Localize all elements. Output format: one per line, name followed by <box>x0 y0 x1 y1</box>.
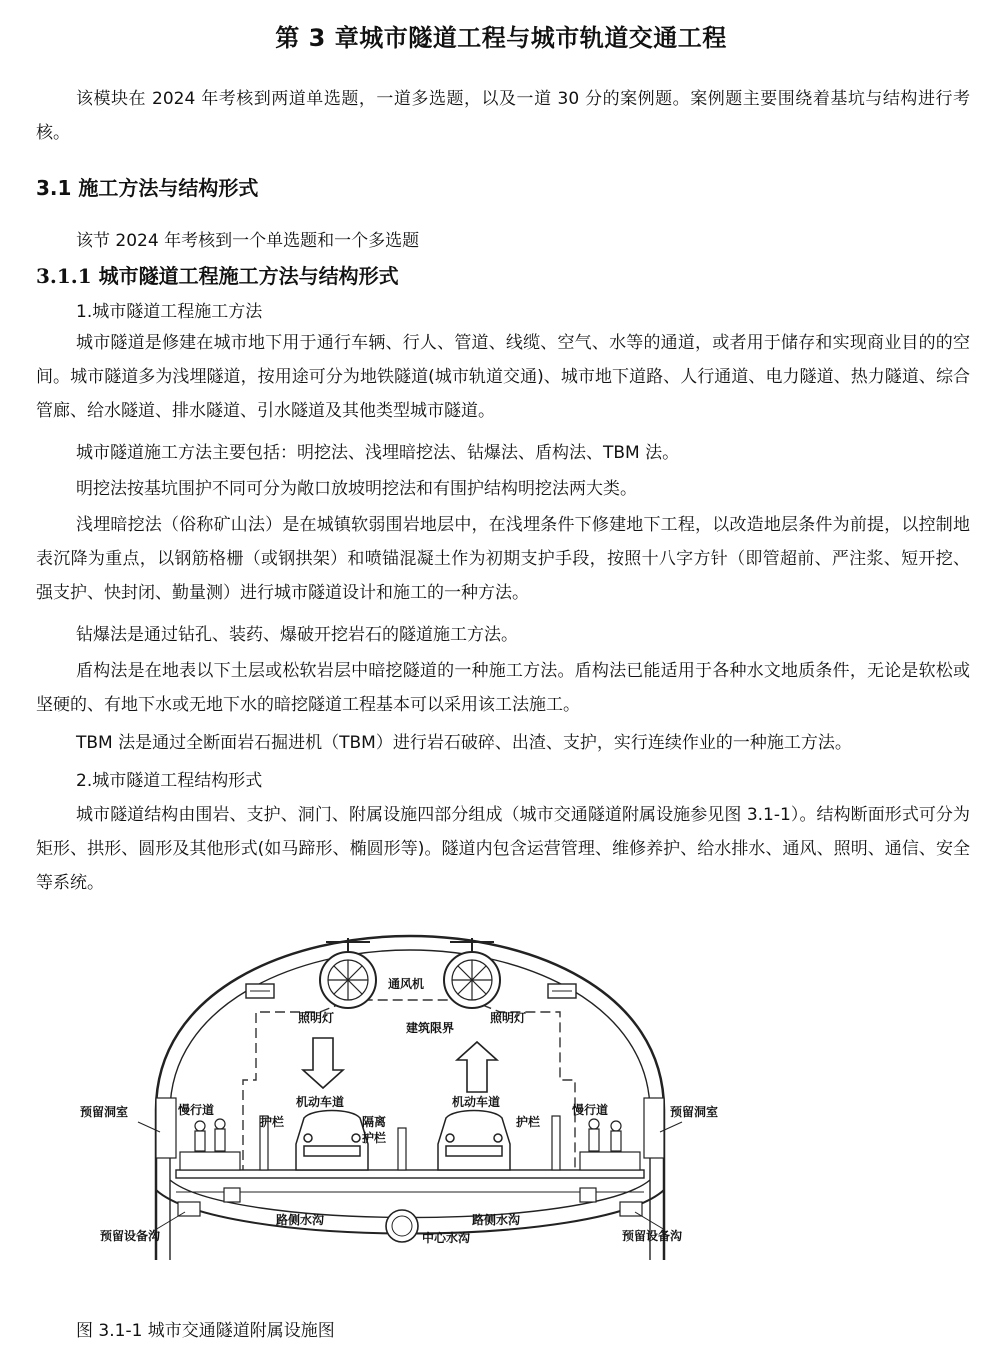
label-lane-right: 机动车道 <box>452 1095 501 1109</box>
tunnel-facilities-figure <box>60 930 760 1270</box>
label-trench-left: 预留设备沟 <box>100 1229 161 1243</box>
subheading-structure-forms: 2.城市隧道工程结构形式 <box>76 771 263 791</box>
center-drain-icon <box>386 1210 418 1242</box>
section-heading-3-1: 3.1 施工方法与结构形式 <box>36 176 259 200</box>
chapter-title: 第 3 章城市隧道工程与城市轨道交通工程 <box>275 24 727 52</box>
paragraph-structure: 城市隧道结构由围岩、支护、洞门、附属设施四部分组成（城市交通隧道附属设施参见图 3.1-1）。结构断面形式可分为矩形、拱形、圆形及其他形式(如马蹄形、椭圆形等)。隧道内包含运营管理、维修养护、给水排水、通风、照明、通信、安全等系统。 <box>36 805 970 893</box>
arrow-up-icon <box>457 1042 497 1092</box>
label-lane-left: 机动车道 <box>296 1095 345 1109</box>
label-median-2: 护栏 <box>362 1131 387 1145</box>
paragraph-shield: 盾构法是在地表以下土层或松软岩层中暗挖隧道的一种施工方法。盾构法已能适用于各种水文地质条件，无论是软松或坚硬的、有地下水或无地下水的暗挖隧道工程基本可以采用该工法施工。 <box>36 661 970 715</box>
label-clearance: 建筑限界 <box>406 1021 455 1035</box>
arrow-down-icon <box>303 1038 343 1088</box>
paragraph-construction-methods: 城市隧道施工方法主要包括：明挖法、浅埋暗挖法、钻爆法、盾构法、TBM 法。 <box>76 443 680 463</box>
intro-paragraph: 该模块在 2024 年考核到两道单选题，一道多选题，以及一道 30 分的案例题。案例题主要围绕着基坑与结构进行考核。 <box>36 89 970 143</box>
label-guardrail-left: 护栏 <box>260 1115 285 1129</box>
paragraph-open-cut: 明挖法按基坑围护不同可分为敞口放坡明挖法和有围护结构明挖法两大类。 <box>76 479 637 499</box>
paragraph-urban-tunnel-definition: 城市隧道是修建在城市地下用于通行车辆、行人、管道、线缆、空气、水等的通道，或者用于储存和实现商业目的的空间。城市隧道多为浅埋隧道，按用途可分为地铁隧道(城市轨道交通)、城市地下道路、人行通道、电力隧道、热力隧道、综合管廊、给水隧道、排水隧道、引水隧道及其他类型城市隧道。 <box>36 333 970 421</box>
car-icon-left <box>296 1111 368 1171</box>
label-trench-right: 预留设备沟 <box>622 1229 683 1243</box>
label-niche-right: 预留洞室 <box>670 1105 719 1119</box>
label-slow-lane-right: 慢行道 <box>572 1103 609 1117</box>
label-side-ditch-right: 路侧水沟 <box>472 1213 521 1227</box>
paragraph-tbm: TBM 法是通过全断面岩石掘进机（TBM）进行岩石破碎、出渣、支护，实行连续作业的一种施工方法。 <box>76 733 852 753</box>
label-niche-left: 预留洞室 <box>80 1105 129 1119</box>
label-light-left: 照明灯 <box>298 1011 335 1025</box>
label-light-right: 照明灯 <box>490 1011 527 1025</box>
pedestrian-icon-right <box>589 1119 621 1151</box>
fan-icon-left <box>320 938 376 1008</box>
paragraph-shallow-mining: 浅埋暗挖法（俗称矿山法）是在城镇软弱围岩地层中，在浅埋条件下修建地下工程，以改造地层条件为前提，以控制地表沉降为重点，以钢筋格栅（或钢拱架）和喷锚混凝土作为初期支护手段，按照十八字方针（即管超前、严注浆、短开挖、强支护、快封闭、勤量测）进行城市隧道设计和施工的一种方法。 <box>36 515 970 603</box>
label-slow-lane-left: 慢行道 <box>178 1103 215 1117</box>
subheading-construction-methods: 1.城市隧道工程施工方法 <box>76 302 263 322</box>
paragraph-drill-blast: 钻爆法是通过钻孔、装药、爆破开挖岩石的隧道施工方法。 <box>76 625 518 645</box>
label-side-ditch-left: 路侧水沟 <box>276 1213 325 1227</box>
light-icon-right <box>548 984 576 998</box>
section-note: 该节 2024 年考核到一个单选题和一个多选题 <box>76 231 420 251</box>
section-heading-3-1-1: 3.1.1 城市隧道工程施工方法与结构形式 <box>36 264 399 288</box>
fan-icon-right <box>444 938 500 1008</box>
label-guardrail-right: 护栏 <box>516 1115 541 1129</box>
label-fan: 通风机 <box>388 977 425 991</box>
label-median-1: 隔离 <box>362 1115 387 1129</box>
figure-caption: 图 3.1-1 城市交通隧道附属设施图 <box>76 1321 335 1341</box>
pedestrian-icon-left <box>195 1119 225 1151</box>
light-icon-left <box>246 984 274 998</box>
label-center-ditch: 中心水沟 <box>422 1231 471 1245</box>
car-icon-right <box>438 1111 510 1171</box>
